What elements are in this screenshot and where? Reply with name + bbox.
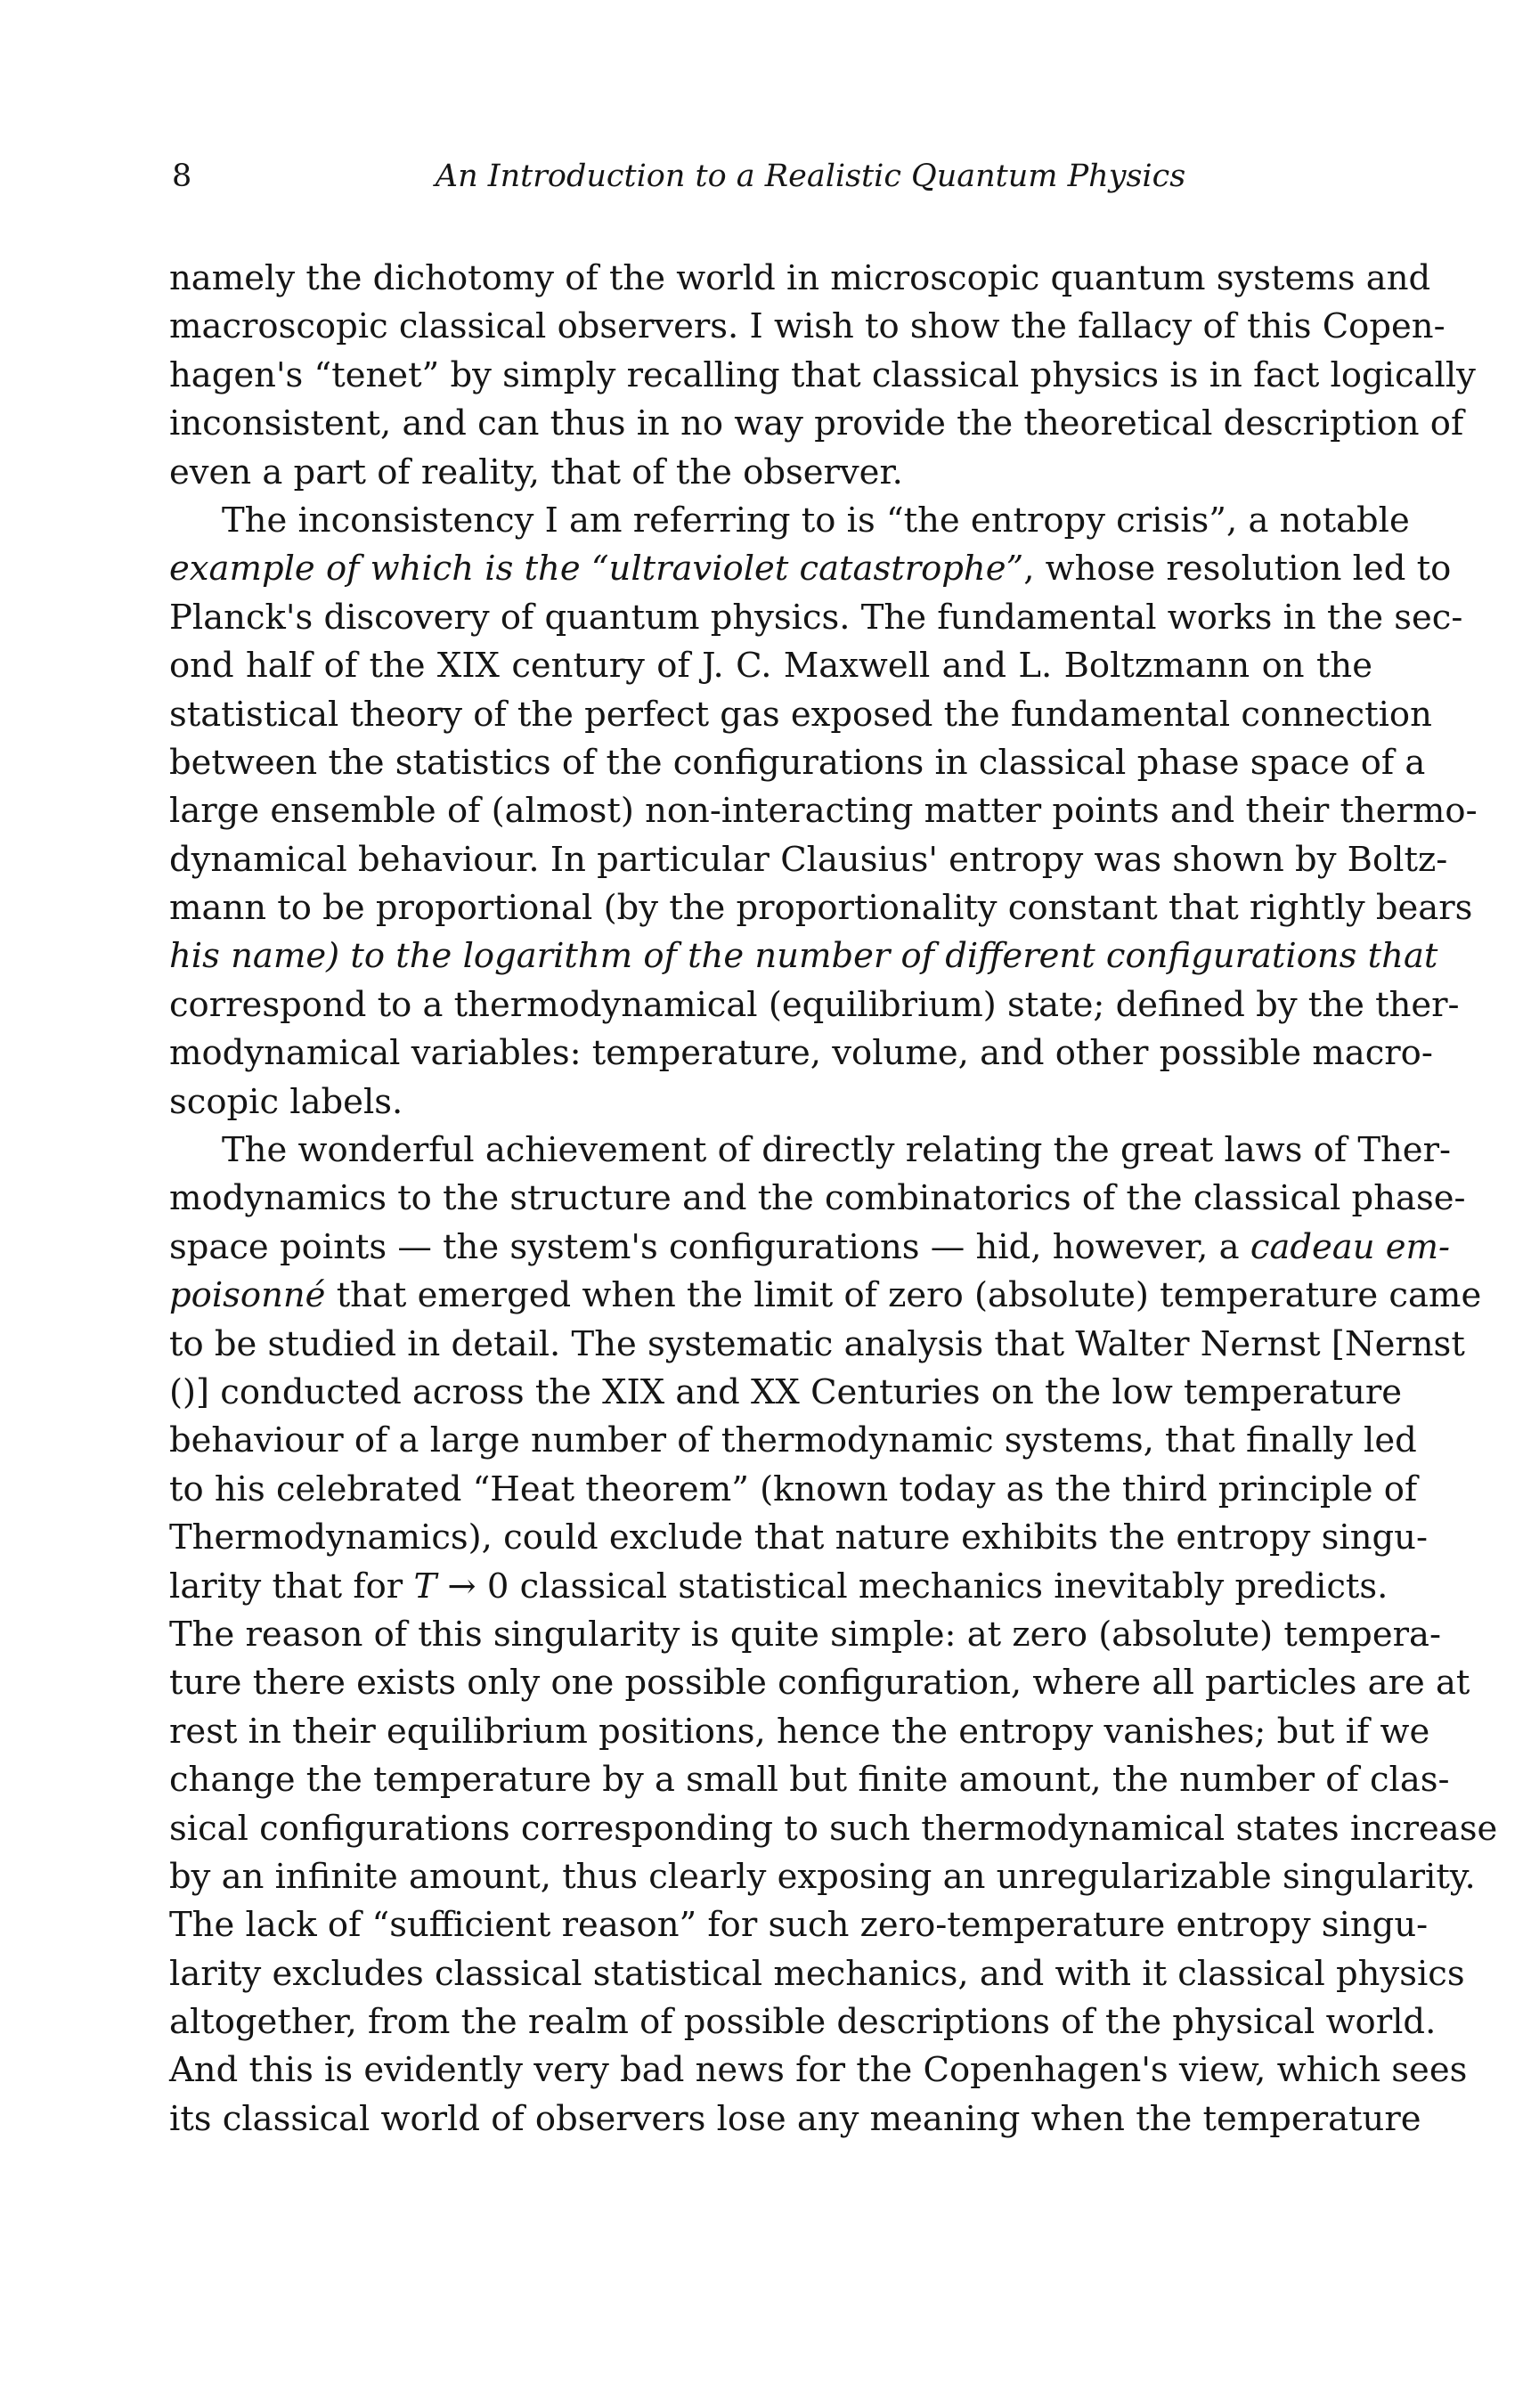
text-line: namely the dichotomy of the world in microscopic quantum systems and [169, 258, 1431, 298]
text-line [169, 545, 1452, 593]
text-line: sical configurations corresponding to such thermodynamical states increase [169, 1808, 1498, 1849]
text-line: by an infinite amount, thus clearly exposing an unregularizable singularity. [169, 1856, 1476, 1897]
text-line: its classical world of observers lose any meaning when the temperature [169, 2098, 1421, 2139]
text-line [169, 1224, 1451, 1272]
text-line: ond half of the XIX century of J. C. Maxwell and L. Boltzmann on the [169, 646, 1372, 687]
running-title: An Introduction to a Realistic Quantum Physics [435, 159, 1186, 194]
text-span: space points — the system's configurations — hid, however, a [169, 1226, 1240, 1267]
text-line [169, 1563, 1388, 1611]
text-line: change the temperature by a small but finite amount, the number of clas- [169, 1760, 1450, 1801]
text-line: The inconsistency I am referring to is “the entropy crisis”, a notable [222, 500, 1410, 541]
text-line: correspond to a thermodynamical (equilibrium) state; defined by the ther- [169, 984, 1460, 1025]
body-text [169, 255, 1498, 2144]
text-line: The lack of “sufficient reason” for such zero-temperature entropy singu- [169, 1905, 1429, 1946]
text-line: ()] conducted across the XIX and XX Centuries on the low temperature [169, 1371, 1403, 1412]
text-line: rest in their equilibrium positions, hence the entropy vanishes; but if we [169, 1711, 1430, 1752]
page-number: 8 [172, 159, 192, 194]
text-span: larity that for [169, 1566, 403, 1607]
text-span: that emerged when the limit of zero (absolute) temperature came [336, 1275, 1482, 1316]
italic-text: example of which is the “ultraviolet catastrophe” [169, 549, 1024, 590]
text-line: modynamics to the structure and the combinatorics of the classical phase- [169, 1178, 1466, 1219]
text-line: behaviour of a large number of thermodynamic systems, that finally led [169, 1420, 1417, 1461]
text-span: , whose resolution led to [1023, 549, 1452, 590]
italic-text: cadeau em- [1250, 1226, 1451, 1267]
text-line: large ensemble of (almost) non-interacting matter points and their thermo- [169, 791, 1478, 832]
text-line: The reason of this singularity is quite simple: at zero (absolute) tempera- [169, 1614, 1441, 1655]
text-line: statistical theory of the perfect gas exposed the fundamental connection [169, 694, 1432, 735]
italic-text: poisonné [169, 1275, 326, 1316]
text-line: mann to be proportional (by the proportionality constant that rightly bears [169, 888, 1473, 929]
text-line: larity excludes classical statistical mechanics, and with it classical physics [169, 1953, 1465, 1994]
text-line: between the statistics of the configurations in classical phase space of a [169, 742, 1426, 783]
text-line: to his celebrated “Heat theorem” (known today as the third principle of [169, 1468, 1418, 1509]
text-line: scopic labels. [169, 1081, 403, 1122]
text-line: even a part of reality, that of the observer. [169, 452, 903, 492]
text-line: Thermodynamics), could exclude that nature exhibits the entropy singu- [169, 1517, 1428, 1558]
text-line: macroscopic classical observers. I wish to show the fallacy of this Copen- [169, 306, 1445, 347]
text-line: altogether, from the realm of possible descriptions of the physical world. [169, 2002, 1437, 2043]
text-line: And this is evidently very bad news for the Copenhagen's view, which sees [169, 2050, 1468, 2091]
math-variable: T [413, 1566, 437, 1607]
text-line: inconsistent, and can thus in no way provide the theoretical description of [169, 403, 1464, 444]
text-line: The wonderful achievement of directly relating the great laws of Ther- [222, 1130, 1452, 1171]
text-line: dynamical behaviour. In particular Clausius' entropy was shown by Boltz- [169, 839, 1448, 880]
text-line: Planck's discovery of quantum physics. The fundamental works in the sec- [169, 597, 1463, 638]
text-line: hagen's “tenet” by simply recalling that classical physics is in fact logically [169, 354, 1476, 395]
text-line: modynamical variables: temperature, volume, and other possible macro- [169, 1033, 1433, 1074]
text-line: his name) to the logarithm of the number of different configurations that [169, 936, 1438, 977]
text-line: ture there exists only one possible configuration, where all particles are at [169, 1663, 1470, 1704]
text-span: → 0 classical statistical mechanics inevitably predicts. [447, 1566, 1388, 1607]
text-line: to be studied in detail. The systematic analysis that Walter Nernst [Nernst [169, 1323, 1465, 1364]
text-line [169, 1272, 1482, 1320]
